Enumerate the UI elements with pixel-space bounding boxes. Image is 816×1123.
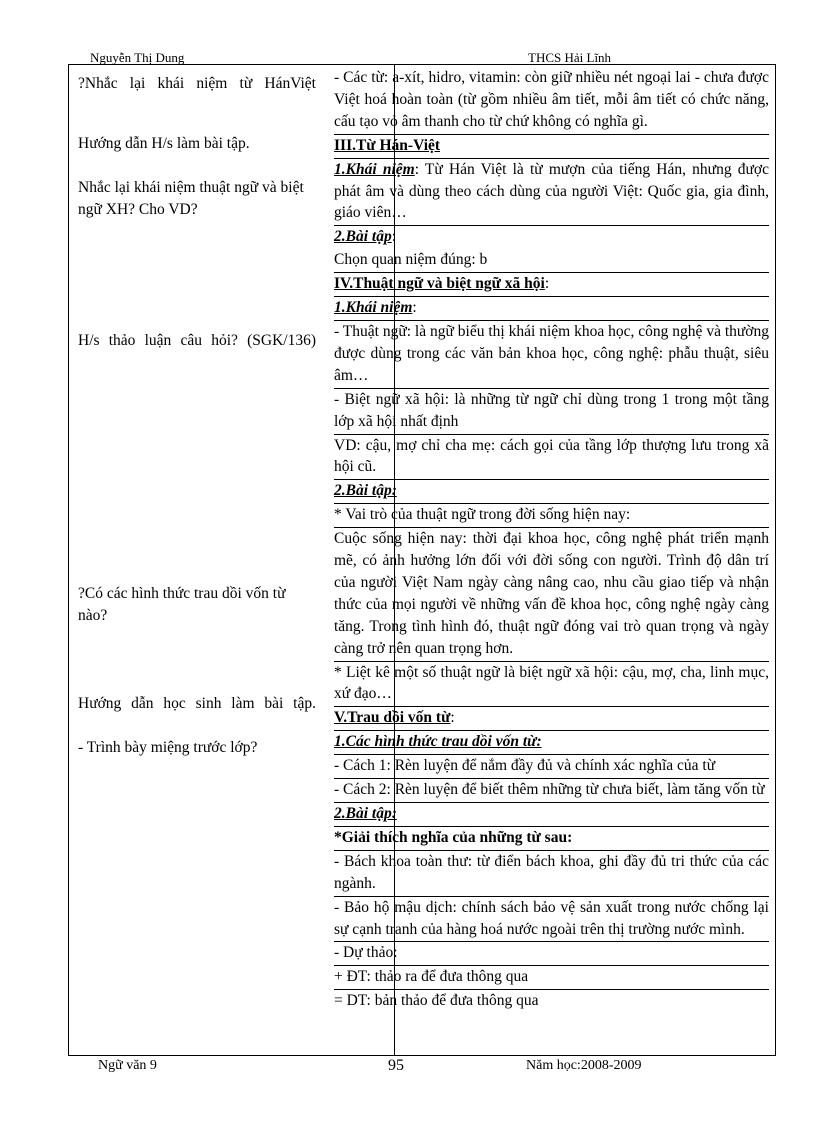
header-school: THCS Hải Lĩnh [528, 50, 612, 65]
left-question-3: H/s thảo luận câu hỏi? (SGK/136) [78, 332, 316, 349]
paragraph: - Bách khoa toàn thư: từ điển bách khoa, ghi đầy đủ tri thức của các ngành. [334, 851, 769, 897]
subsection-heading: 1.Khái niệm: [334, 297, 769, 321]
page-number: 95 [388, 1057, 404, 1074]
paragraph: - Cách 1: Rèn luyện để nắm đầy đủ và chính xác nghĩa của từ [334, 755, 769, 779]
footer-school-year: Năm học:2008-2009 [526, 1058, 642, 1073]
right-content [334, 67, 769, 1013]
paragraph: - Biệt ngữ xã hội: là những từ ngữ chỉ dùng trong 1 trong một tầng lớp xã hội nhất định [334, 389, 769, 435]
section-heading: IV.Thuật ngữ và biệt ngữ xã hội: [334, 273, 769, 297]
section-heading: III.Từ Hán-Việt [334, 135, 769, 159]
left-question-4: ?Có các hình thức trau dồi vốn từ nào? [78, 585, 286, 624]
left-instruction-1: Hướng dẫn H/s làm bài tập. [78, 135, 250, 152]
paragraph: VD: cậu, mợ chỉ cha mẹ: cách gọi của tầng lớp thượng lưu trong xã hội cũ. [334, 435, 769, 481]
subsection-heading: 1.Các hình thức trau dồi vốn từ: [334, 731, 769, 755]
paragraph: 1.Khái niệm: Từ Hán Việt là từ mượn của tiếng Hán, nhưng được phát âm và dùng theo cách dùng của người Việt: Quốc gia, gia đình, giáo viên… [334, 159, 769, 227]
subsection-heading: 2.Bài tập: [334, 228, 397, 246]
paragraph: * Liệt kê một số thuật ngữ là biệt ngữ xã hội: cậu, mợ, cha, linh mục, xứ đạo… [334, 662, 769, 708]
lesson-table [68, 64, 776, 1056]
left-question-1: ?Nhắc lại khái niệm từ HánViệt [78, 75, 316, 92]
paragraph: Chọn quan niệm đúng: b [334, 249, 769, 273]
left-instruction-3: - Trình bày miệng trước lớp? [78, 739, 258, 756]
paragraph: Cuộc sống hiện nay: thời đại khoa học, công nghệ phát triển mạnh mẽ, có ảnh hưởng lớn đối với đời sống con người. Trình độ dân trí của người Việt Nam ngày càng nâng cao, nhu cầu giao tiếp và nhận thức của mọi người về những vấn đề khoa học, công nghệ ngày càng tăng. Trong tình hình đó, thuật ngữ đóng vai trò quan trọng và ngày càng trở nên quan trọng hơn. [334, 528, 769, 661]
paragraph: = DT: bản thảo để đưa thông qua [334, 992, 539, 1010]
paragraph: - Cách 2: Rèn luyện để biết thêm những từ chưa biết, làm tăng vốn từ [334, 779, 769, 803]
left-instruction-2: Hướng dẫn học sinh làm bài tập. [78, 695, 316, 712]
subsection-heading: 2.Bài tập: [334, 480, 769, 504]
paragraph: - Thuật ngữ: là ngữ biểu thị khái niệm khoa học, công nghệ và thường được dùng trong các văn bản khoa học, công nghệ: phẫu thuật, siêu âm… [334, 321, 769, 389]
footer-subject: Ngữ văn 9 [98, 1058, 157, 1073]
paragraph: - Dự thảo: [334, 942, 769, 966]
paragraph: + ĐT: thảo ra để đưa thông qua [334, 966, 769, 990]
paragraph: - Bảo hộ mậu dịch: chính sách bảo vệ sản xuất trong nước chống lại sự cạnh tranh của hàng hoá nước ngoài trên thị trường nước mình. [334, 897, 769, 943]
paragraph: - Các từ: a-xít, hidro, vitamin: còn giữ nhiều nét ngoại lai - chưa được Việt hoá hoàn toàn (từ gồm nhiều âm tiết, mỗi âm tiết có chức năng, cấu tạo vỏ âm thanh cho từ chứ không có nghĩa gì. [334, 67, 769, 135]
subsection-heading: 2.Bài tập: [334, 803, 769, 827]
left-question-2: Nhắc lại khái niệm thuật ngữ và biệt ngữ XH? Cho VD? [78, 179, 304, 218]
header-author: Nguyễn Thị Dung [90, 50, 185, 65]
section-heading: V.Trau dồi vốn từ: [334, 707, 769, 731]
paragraph: * Vai trò của thuật ngữ trong đời sống hiện nay: [334, 504, 769, 528]
paragraph: *Giải thích nghĩa của những từ sau: [334, 827, 769, 851]
